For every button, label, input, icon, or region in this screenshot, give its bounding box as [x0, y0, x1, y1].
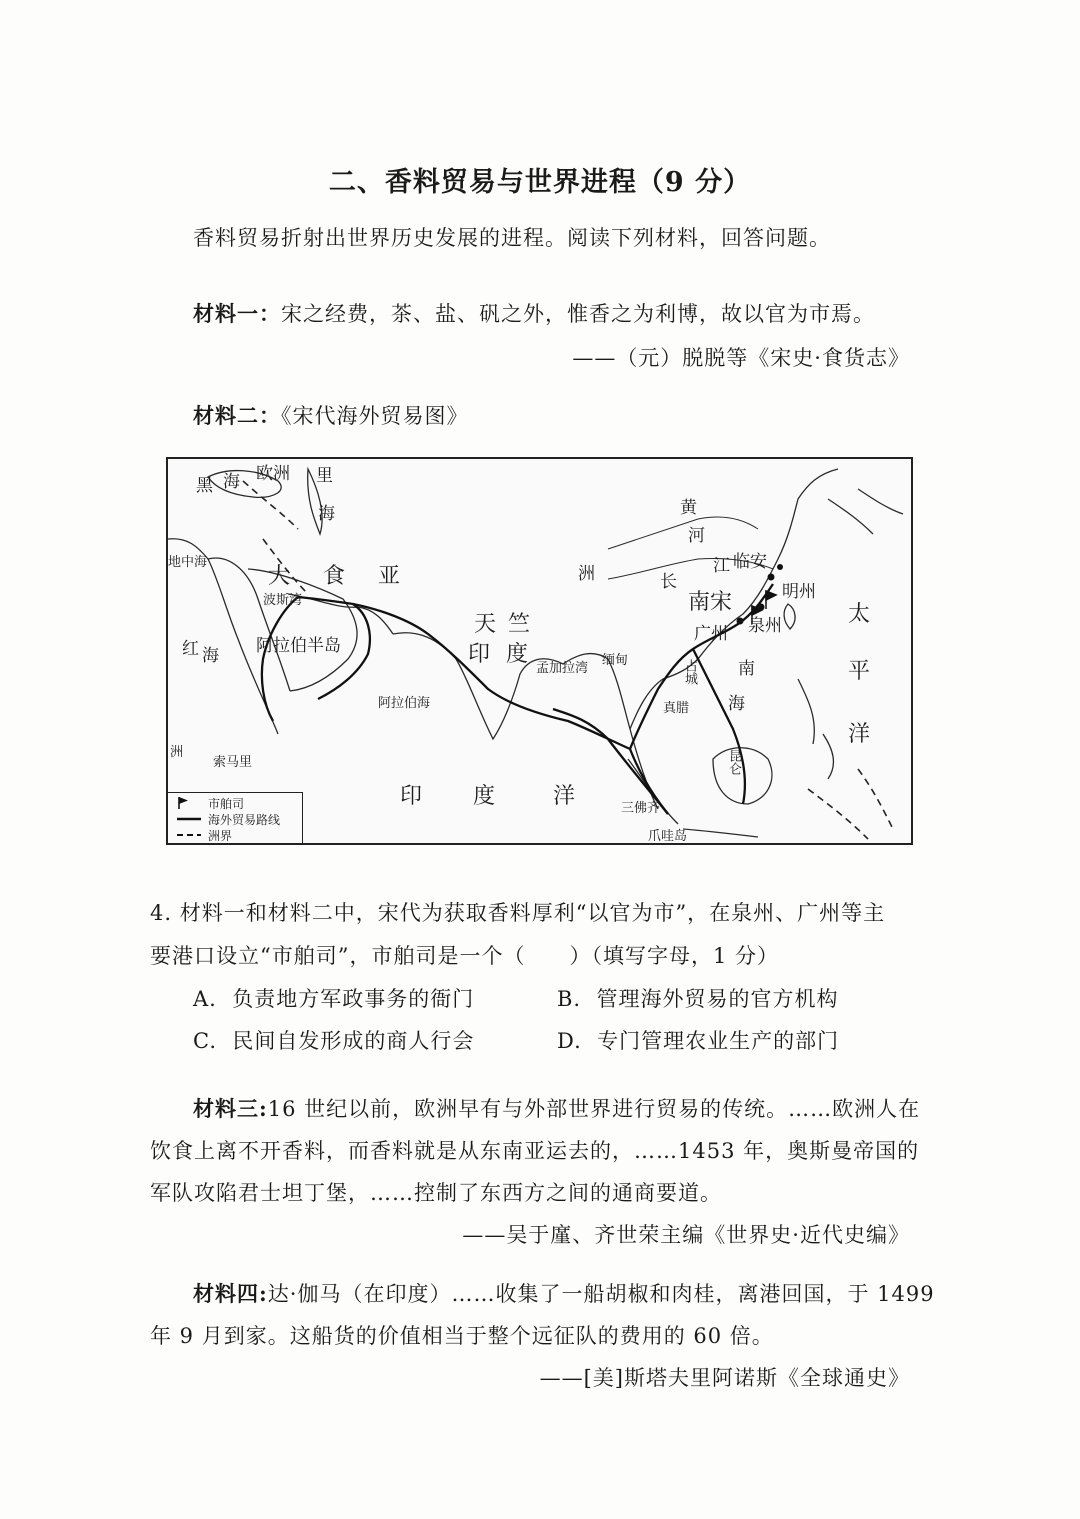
map-label-kunlun: 昆仑: [726, 749, 741, 775]
map-label-arabian-sea: 阿拉伯海: [378, 696, 431, 711]
map-label-ya: 亚: [378, 564, 401, 589]
map-label-red-sea: 海: [202, 646, 219, 666]
map-label-persian-gulf: 波斯湾: [263, 593, 303, 608]
song-trade-map: [166, 457, 913, 845]
option-d-text: 专门管理农业生产的部门: [597, 1029, 840, 1053]
option-b[interactable]: [557, 983, 838, 1013]
map-label-zhu: 竺: [508, 612, 531, 637]
section-title: 二、香料贸易与世界进程（9 分）: [328, 167, 752, 198]
map-label-nansong: 南宋: [688, 590, 733, 615]
map-label-huang: 黄: [680, 498, 697, 518]
question-4-line-1: 4. 材料一和材料二中，宋代为获取香料厚利“以官为市”，在泉州、广州等主: [150, 901, 886, 925]
map-label-burma: 缅甸: [602, 653, 629, 668]
map-label-guangzhou: 广州: [694, 624, 728, 644]
map-label-sanfoqi: 三佛齐: [621, 801, 661, 816]
map-label-yin: 印: [468, 642, 491, 667]
map-label-quanzhou: 泉州: [748, 616, 782, 636]
option-a-letter: A.: [193, 987, 217, 1011]
question-4-line-2: 要港口设立“市舶司”，市舶司是一个（ ）（填写字母，1 分）: [150, 944, 780, 968]
material-3-line-3: 军队攻陷君士坦丁堡，……控制了东西方之间的通商要道。: [150, 1181, 722, 1205]
intro-text: 香料贸易折射出世界历史发展的进程。阅读下列材料，回答问题。: [193, 226, 831, 250]
material-4-line-2: 年 9 月到家。这船货的价值相当于整个远征队的费用的 60 倍。: [150, 1324, 774, 1348]
material-2-text: 《宋代海外贸易图》: [281, 404, 469, 428]
material-4-line-1: [193, 1278, 935, 1308]
material-1-text: 宋之经费，茶、盐、矾之外，惟香之为利博，故以官为市焉。: [281, 302, 875, 326]
map-label-arabia: 阿拉伯半岛: [256, 636, 341, 656]
map-label-du2: 度: [473, 784, 496, 809]
map-label-black: 黑: [196, 476, 213, 496]
option-a[interactable]: [193, 983, 474, 1013]
map-label-zhenla: 真腊: [663, 701, 690, 716]
legend-label-boundary: 洲界: [208, 828, 233, 843]
legend-item-port: [176, 795, 244, 811]
option-a-text: 负责地方军政事务的衙门: [232, 987, 475, 1011]
map-label-ping: 平: [848, 659, 871, 684]
material-1-label: 材料一：: [193, 301, 281, 326]
material-3-line-2: 饮食上离不开香料，而香料就是从东南亚运去的，……1453 年，奥斯曼帝国的: [150, 1139, 920, 1163]
material-2: [193, 400, 469, 430]
material-3-source: ——吴于廑、齐世荣主编《世界史·近代史编》: [462, 1223, 910, 1247]
material-1-source: ——（元）脱脱等《宋史·食货志》: [572, 346, 910, 370]
map-label-zhancheng: 占城: [682, 659, 697, 685]
option-c-text: 民间自发形成的商人行会: [232, 1029, 475, 1053]
map-label-mingzhou: 明州: [782, 582, 816, 602]
option-c[interactable]: [193, 1025, 474, 1055]
material-3-label: 材料三:: [193, 1096, 268, 1121]
solid-line-icon: [176, 812, 202, 826]
map-label-jiang: 江: [713, 556, 730, 576]
map-label-da: 大: [268, 564, 291, 589]
map-label-shi: 食: [323, 564, 346, 589]
material-3-text-1: 16 世纪以前，欧洲早有与外部世界进行贸易的传统。……欧洲人在: [267, 1097, 921, 1121]
material-4-label: 材料四:: [193, 1281, 268, 1306]
map-label-caspian: 海: [318, 504, 335, 524]
option-b-letter: B.: [557, 987, 582, 1011]
material-1: [193, 298, 875, 328]
map-label-mediterranean: 地中海: [168, 555, 208, 570]
legend-label-route: 海外贸易路线: [208, 812, 281, 827]
map-label-tian: 天: [474, 612, 497, 637]
legend-label-port: 市舶司: [208, 796, 245, 811]
map-label-nan: 南: [738, 659, 755, 679]
map-label-somali: 索马里: [213, 755, 253, 770]
legend-item-route: [176, 811, 280, 827]
map-label-hong: 红: [182, 639, 199, 659]
map-label-chang: 长: [660, 572, 677, 592]
map-label-java: 爪哇岛: [648, 829, 688, 844]
map-legend: [168, 792, 303, 843]
material-3-line-1: [193, 1093, 920, 1123]
map-label-zhou: 洲: [578, 564, 595, 584]
legend-item-boundary: [176, 827, 232, 843]
map-label-yin2: 印: [400, 784, 423, 809]
material-2-label: 材料二：: [193, 403, 281, 428]
map-label-pacific-ocean: 洋: [848, 722, 871, 747]
map-label-he: 河: [688, 526, 705, 546]
map-label-du: 度: [506, 642, 529, 667]
option-d-letter: D.: [557, 1029, 582, 1053]
map-label-bengal: 孟加拉湾: [536, 661, 589, 676]
option-d[interactable]: [557, 1025, 839, 1055]
material-4-text-1: 达·伽马（在印度）……收集了一船胡椒和肉桂，离港回国，于 1499: [267, 1282, 935, 1306]
map-label-tai: 太: [848, 602, 871, 627]
map-label-africa-zhou: 洲: [170, 745, 184, 760]
map-label-linan: 临安: [733, 552, 767, 572]
dashed-line-icon: [176, 828, 202, 842]
map-label-black-sea: 海: [223, 472, 240, 492]
option-b-text: 管理海外贸易的官方机构: [596, 987, 839, 1011]
flag-icon: [176, 796, 202, 810]
map-label-south-sea: 海: [728, 694, 745, 714]
map-label-europe: 欧洲: [256, 464, 290, 484]
option-c-letter: C.: [193, 1029, 217, 1053]
map-label-li: 里: [316, 466, 333, 486]
material-4-source: ——[美]斯塔夫里阿诺斯《全球通史》: [539, 1366, 910, 1390]
map-label-indian-ocean: 洋: [553, 784, 576, 809]
